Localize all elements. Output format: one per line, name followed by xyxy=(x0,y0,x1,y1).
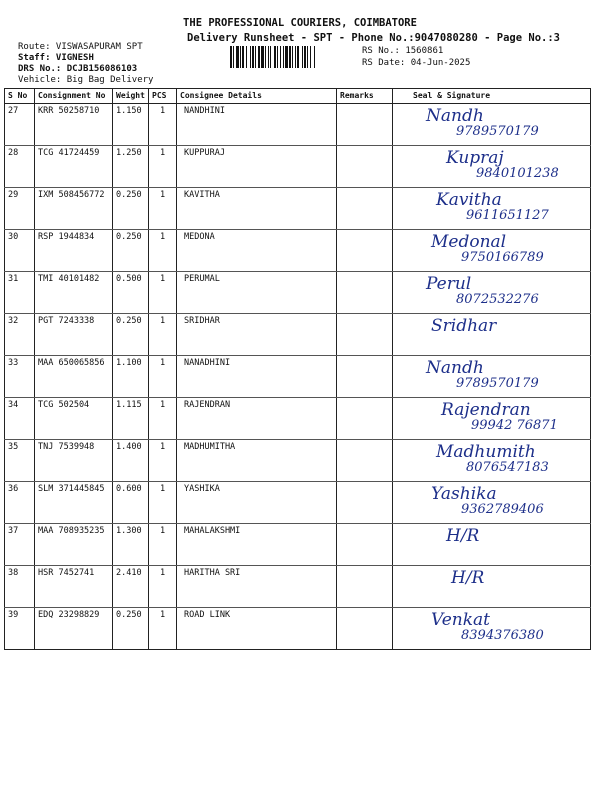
signature-name: Yashika xyxy=(431,484,497,504)
consignment-cell xyxy=(35,230,113,272)
handwritten-signature xyxy=(396,608,587,649)
pcs-cell-text: 1 xyxy=(160,442,166,452)
consignee-cell-text: KUPPURAJ xyxy=(184,148,225,158)
weight-cell xyxy=(113,314,149,356)
remarks-cell-text xyxy=(340,230,389,232)
sno-cell-text: 33 xyxy=(8,358,19,368)
consignee-cell xyxy=(177,104,337,146)
consignment-cell-text: MAA 650065856 xyxy=(38,358,105,368)
table-row xyxy=(5,356,591,398)
sno-cell-text: 32 xyxy=(8,316,19,326)
barcode-image xyxy=(230,46,355,68)
consignment-cell-text: IXM 508456772 xyxy=(38,190,105,200)
weight-cell xyxy=(113,482,149,524)
handwritten-signature xyxy=(396,104,587,145)
rs-number: RS No.: 1560861 xyxy=(362,46,444,56)
weight-cell xyxy=(113,104,149,146)
remarks-cell xyxy=(337,272,393,314)
sno-cell xyxy=(5,104,35,146)
col-pcs: PCS xyxy=(149,89,177,104)
consignee-cell xyxy=(177,524,337,566)
consignee-cell xyxy=(177,272,337,314)
drs-label: DRS No.: DCJB156086103 xyxy=(18,64,138,74)
consignee-cell xyxy=(177,146,337,188)
weight-cell xyxy=(113,524,149,566)
signature-cell xyxy=(393,440,591,482)
consignee-cell xyxy=(177,608,337,650)
pcs-cell xyxy=(149,188,177,230)
remarks-cell xyxy=(337,440,393,482)
consignment-cell xyxy=(35,440,113,482)
signature-phone: 8076547183 xyxy=(466,460,549,475)
sno-cell xyxy=(5,482,35,524)
signature-cell xyxy=(393,188,591,230)
col-signature: Seal & Signature xyxy=(393,89,591,104)
vehicle-label: Vehicle: Big Bag Delivery xyxy=(18,75,154,85)
consignee-cell-text: PERUMAL xyxy=(184,274,220,284)
consignee-cell-text: RAJENDRAN xyxy=(184,400,231,410)
consignment-cell xyxy=(35,608,113,650)
remarks-cell xyxy=(337,566,393,608)
consignee-cell-text: NANDHINI xyxy=(184,106,225,116)
remarks-cell xyxy=(337,230,393,272)
signature-phone: 8394376380 xyxy=(461,628,544,643)
consignment-cell-text: TMI 40101482 xyxy=(38,274,100,284)
table-row xyxy=(5,146,591,188)
handwritten-signature xyxy=(396,314,587,355)
signature-cell xyxy=(393,146,591,188)
sno-cell xyxy=(5,608,35,650)
pcs-cell xyxy=(149,566,177,608)
consignment-cell xyxy=(35,272,113,314)
consignment-cell-text: PGT 7243338 xyxy=(38,316,95,326)
signature-name: Nandh xyxy=(426,358,484,378)
sno-cell xyxy=(5,146,35,188)
pcs-cell-text: 1 xyxy=(160,568,166,578)
weight-cell xyxy=(113,440,149,482)
consignment-cell-text: TCG 502504 xyxy=(38,400,90,410)
remarks-cell xyxy=(337,104,393,146)
handwritten-signature xyxy=(396,440,587,481)
runsheet-subtitle: Delivery Runsheet - SPT - Phone No.:9047080280 - Page No.:3 xyxy=(187,32,560,44)
consignment-cell-text: EDQ 23298829 xyxy=(38,610,100,620)
pcs-cell-text: 1 xyxy=(160,316,166,326)
consignment-cell xyxy=(35,188,113,230)
sno-cell-text: 28 xyxy=(8,148,19,158)
rs-date: RS Date: 04-Jun-2025 xyxy=(362,58,471,68)
consignee-cell-text: SRIDHAR xyxy=(184,316,220,326)
signature-name: H/R xyxy=(451,568,485,588)
pcs-cell-text: 1 xyxy=(160,610,166,620)
remarks-cell xyxy=(337,398,393,440)
weight-cell-text: 0.250 xyxy=(116,190,142,200)
consignment-cell-text: HSR 7452741 xyxy=(38,568,95,578)
remarks-cell xyxy=(337,524,393,566)
signature-phone: 99942 76871 xyxy=(471,418,558,433)
sno-cell-text: 37 xyxy=(8,526,19,536)
signature-cell xyxy=(393,230,591,272)
consignee-cell-text: KAVITHA xyxy=(184,190,220,200)
consignment-cell xyxy=(35,104,113,146)
table-row xyxy=(5,188,591,230)
signature-cell xyxy=(393,482,591,524)
consignment-cell xyxy=(35,524,113,566)
remarks-cell-text xyxy=(340,314,389,316)
signature-phone: 9840101238 xyxy=(476,166,559,181)
pcs-cell-text: 1 xyxy=(160,526,166,536)
sno-cell-text: 34 xyxy=(8,400,19,410)
weight-cell xyxy=(113,230,149,272)
sno-cell xyxy=(5,524,35,566)
company-title: THE PROFESSIONAL COURIERS, COIMBATORE xyxy=(183,17,417,29)
route-label: Route: VISWASAPURAM SPT xyxy=(18,42,143,52)
signature-phone: 8072532276 xyxy=(456,292,539,307)
sno-cell-text: 36 xyxy=(8,484,19,494)
signature-name: Nandh xyxy=(426,106,484,126)
pcs-cell xyxy=(149,104,177,146)
pcs-cell xyxy=(149,482,177,524)
consignment-cell xyxy=(35,146,113,188)
consignee-cell xyxy=(177,482,337,524)
consignee-cell-text: MADHUMITHA xyxy=(184,442,236,452)
col-weight: Weight xyxy=(113,89,149,104)
remarks-cell xyxy=(337,482,393,524)
sno-cell xyxy=(5,188,35,230)
signature-phone: 9750166789 xyxy=(461,250,544,265)
signature-name: Sridhar xyxy=(431,316,497,336)
col-remarks: Remarks xyxy=(337,89,393,104)
weight-cell-text: 0.600 xyxy=(116,484,142,494)
weight-cell-text: 1.300 xyxy=(116,526,142,536)
consignment-cell-text: MAA 708935235 xyxy=(38,526,105,536)
weight-cell-text: 1.400 xyxy=(116,442,142,452)
remarks-cell-text xyxy=(340,566,389,568)
weight-cell-text: 0.250 xyxy=(116,316,142,326)
pcs-cell xyxy=(149,356,177,398)
table-row xyxy=(5,230,591,272)
signature-cell xyxy=(393,314,591,356)
signature-name: Venkat xyxy=(431,610,490,630)
consignee-cell xyxy=(177,566,337,608)
pcs-cell-text: 1 xyxy=(160,358,166,368)
table-row xyxy=(5,524,591,566)
consignment-cell xyxy=(35,566,113,608)
pcs-cell xyxy=(149,398,177,440)
handwritten-signature xyxy=(396,146,587,187)
signature-phone: 9611651127 xyxy=(466,208,549,223)
sno-cell-text: 35 xyxy=(8,442,19,452)
handwritten-signature xyxy=(396,566,587,607)
signature-cell xyxy=(393,608,591,650)
remarks-cell-text xyxy=(340,188,389,190)
remarks-cell-text xyxy=(340,146,389,148)
weight-cell xyxy=(113,356,149,398)
weight-cell-text: 0.500 xyxy=(116,274,142,284)
signature-name: Rajendran xyxy=(441,400,531,420)
consignment-cell xyxy=(35,398,113,440)
sno-cell xyxy=(5,356,35,398)
consignee-cell-text: MEDONA xyxy=(184,232,215,242)
pcs-cell-text: 1 xyxy=(160,274,166,284)
col-consignee: Consignee Details xyxy=(177,89,337,104)
consignment-cell xyxy=(35,356,113,398)
weight-cell xyxy=(113,272,149,314)
table-row xyxy=(5,482,591,524)
pcs-cell xyxy=(149,440,177,482)
signature-cell xyxy=(393,104,591,146)
sno-cell-text: 30 xyxy=(8,232,19,242)
signature-name: Kavitha xyxy=(436,190,502,210)
table-row xyxy=(5,398,591,440)
signature-cell xyxy=(393,356,591,398)
pcs-cell xyxy=(149,524,177,566)
table-row xyxy=(5,314,591,356)
staff-label: Staff: VIGNESH xyxy=(18,53,94,63)
table-row xyxy=(5,104,591,146)
signature-name: Medonal xyxy=(431,232,507,252)
sno-cell xyxy=(5,398,35,440)
handwritten-signature xyxy=(396,272,587,313)
remarks-cell-text xyxy=(340,104,389,106)
signature-name: Perul xyxy=(426,274,472,294)
consignment-cell xyxy=(35,482,113,524)
col-consignment: Consignment No xyxy=(35,89,113,104)
table-row xyxy=(5,272,591,314)
handwritten-signature xyxy=(396,482,587,523)
weight-cell-text: 1.100 xyxy=(116,358,142,368)
pcs-cell xyxy=(149,146,177,188)
signature-cell xyxy=(393,566,591,608)
consignment-cell-text: SLM 371445845 xyxy=(38,484,105,494)
remarks-cell-text xyxy=(340,482,389,484)
consignee-cell xyxy=(177,398,337,440)
consignee-cell-text: HARITHA SRI xyxy=(184,568,241,578)
remarks-cell xyxy=(337,314,393,356)
pcs-cell xyxy=(149,314,177,356)
pcs-cell xyxy=(149,272,177,314)
consignment-cell-text: RSP 1944834 xyxy=(38,232,95,242)
weight-cell xyxy=(113,398,149,440)
weight-cell-text: 1.150 xyxy=(116,106,142,116)
remarks-cell xyxy=(337,188,393,230)
pcs-cell-text: 1 xyxy=(160,484,166,494)
handwritten-signature xyxy=(396,398,587,439)
sno-cell xyxy=(5,566,35,608)
weight-cell xyxy=(113,608,149,650)
handwritten-signature xyxy=(396,230,587,271)
handwritten-signature xyxy=(396,356,587,397)
sno-cell-text: 38 xyxy=(8,568,19,578)
sno-cell xyxy=(5,272,35,314)
pcs-cell xyxy=(149,230,177,272)
consignment-cell-text: TCG 41724459 xyxy=(38,148,100,158)
consignee-cell-text: MAHALAKSHMI xyxy=(184,526,241,536)
sno-cell xyxy=(5,314,35,356)
signature-name: H/R xyxy=(446,526,480,546)
remarks-cell-text xyxy=(340,356,389,358)
weight-cell xyxy=(113,146,149,188)
sno-cell xyxy=(5,230,35,272)
sno-cell-text: 29 xyxy=(8,190,19,200)
consignee-cell xyxy=(177,188,337,230)
remarks-cell xyxy=(337,146,393,188)
signature-phone: 9789570179 xyxy=(456,376,539,391)
runsheet-table xyxy=(4,88,591,650)
pcs-cell-text: 1 xyxy=(160,106,166,116)
handwritten-signature xyxy=(396,188,587,229)
sno-cell-text: 31 xyxy=(8,274,19,284)
handwritten-signature xyxy=(396,524,587,565)
weight-cell-text: 0.250 xyxy=(116,610,142,620)
weight-cell-text: 2.410 xyxy=(116,568,142,578)
weight-cell-text: 1.250 xyxy=(116,148,142,158)
consignee-cell-text: ROAD LINK xyxy=(184,610,231,620)
sno-cell xyxy=(5,440,35,482)
pcs-cell-text: 1 xyxy=(160,232,166,242)
weight-cell-text: 0.250 xyxy=(116,232,142,242)
remarks-cell-text xyxy=(340,398,389,400)
remarks-cell-text xyxy=(340,608,389,610)
sno-cell-text: 27 xyxy=(8,106,19,116)
pcs-cell xyxy=(149,608,177,650)
consignee-cell-text: YASHIKA xyxy=(184,484,220,494)
signature-cell xyxy=(393,524,591,566)
remarks-cell-text xyxy=(340,272,389,274)
pcs-cell-text: 1 xyxy=(160,190,166,200)
remarks-cell-text xyxy=(340,524,389,526)
col-sno: S No xyxy=(5,89,35,104)
weight-cell xyxy=(113,188,149,230)
remarks-cell xyxy=(337,356,393,398)
signature-phone: 9789570179 xyxy=(456,124,539,139)
pcs-cell-text: 1 xyxy=(160,148,166,158)
sno-cell-text: 39 xyxy=(8,610,19,620)
table-row xyxy=(5,566,591,608)
signature-cell xyxy=(393,398,591,440)
consignment-cell xyxy=(35,314,113,356)
table-header-row xyxy=(5,89,591,104)
table-row xyxy=(5,608,591,650)
pcs-cell-text: 1 xyxy=(160,400,166,410)
consignment-cell-text: TNJ 7539948 xyxy=(38,442,95,452)
signature-phone: 9362789406 xyxy=(461,502,544,517)
signature-name: Kupraj xyxy=(446,148,504,168)
consignment-cell-text: KRR 50258710 xyxy=(38,106,100,116)
consignee-cell xyxy=(177,230,337,272)
consignee-cell xyxy=(177,356,337,398)
consignee-cell xyxy=(177,440,337,482)
remarks-cell xyxy=(337,608,393,650)
weight-cell xyxy=(113,566,149,608)
signature-name: Madhumith xyxy=(436,442,536,462)
remarks-cell-text xyxy=(340,440,389,442)
signature-cell xyxy=(393,272,591,314)
table-row xyxy=(5,440,591,482)
weight-cell-text: 1.115 xyxy=(116,400,142,410)
consignee-cell-text: NANADHINI xyxy=(184,358,231,368)
consignee-cell xyxy=(177,314,337,356)
